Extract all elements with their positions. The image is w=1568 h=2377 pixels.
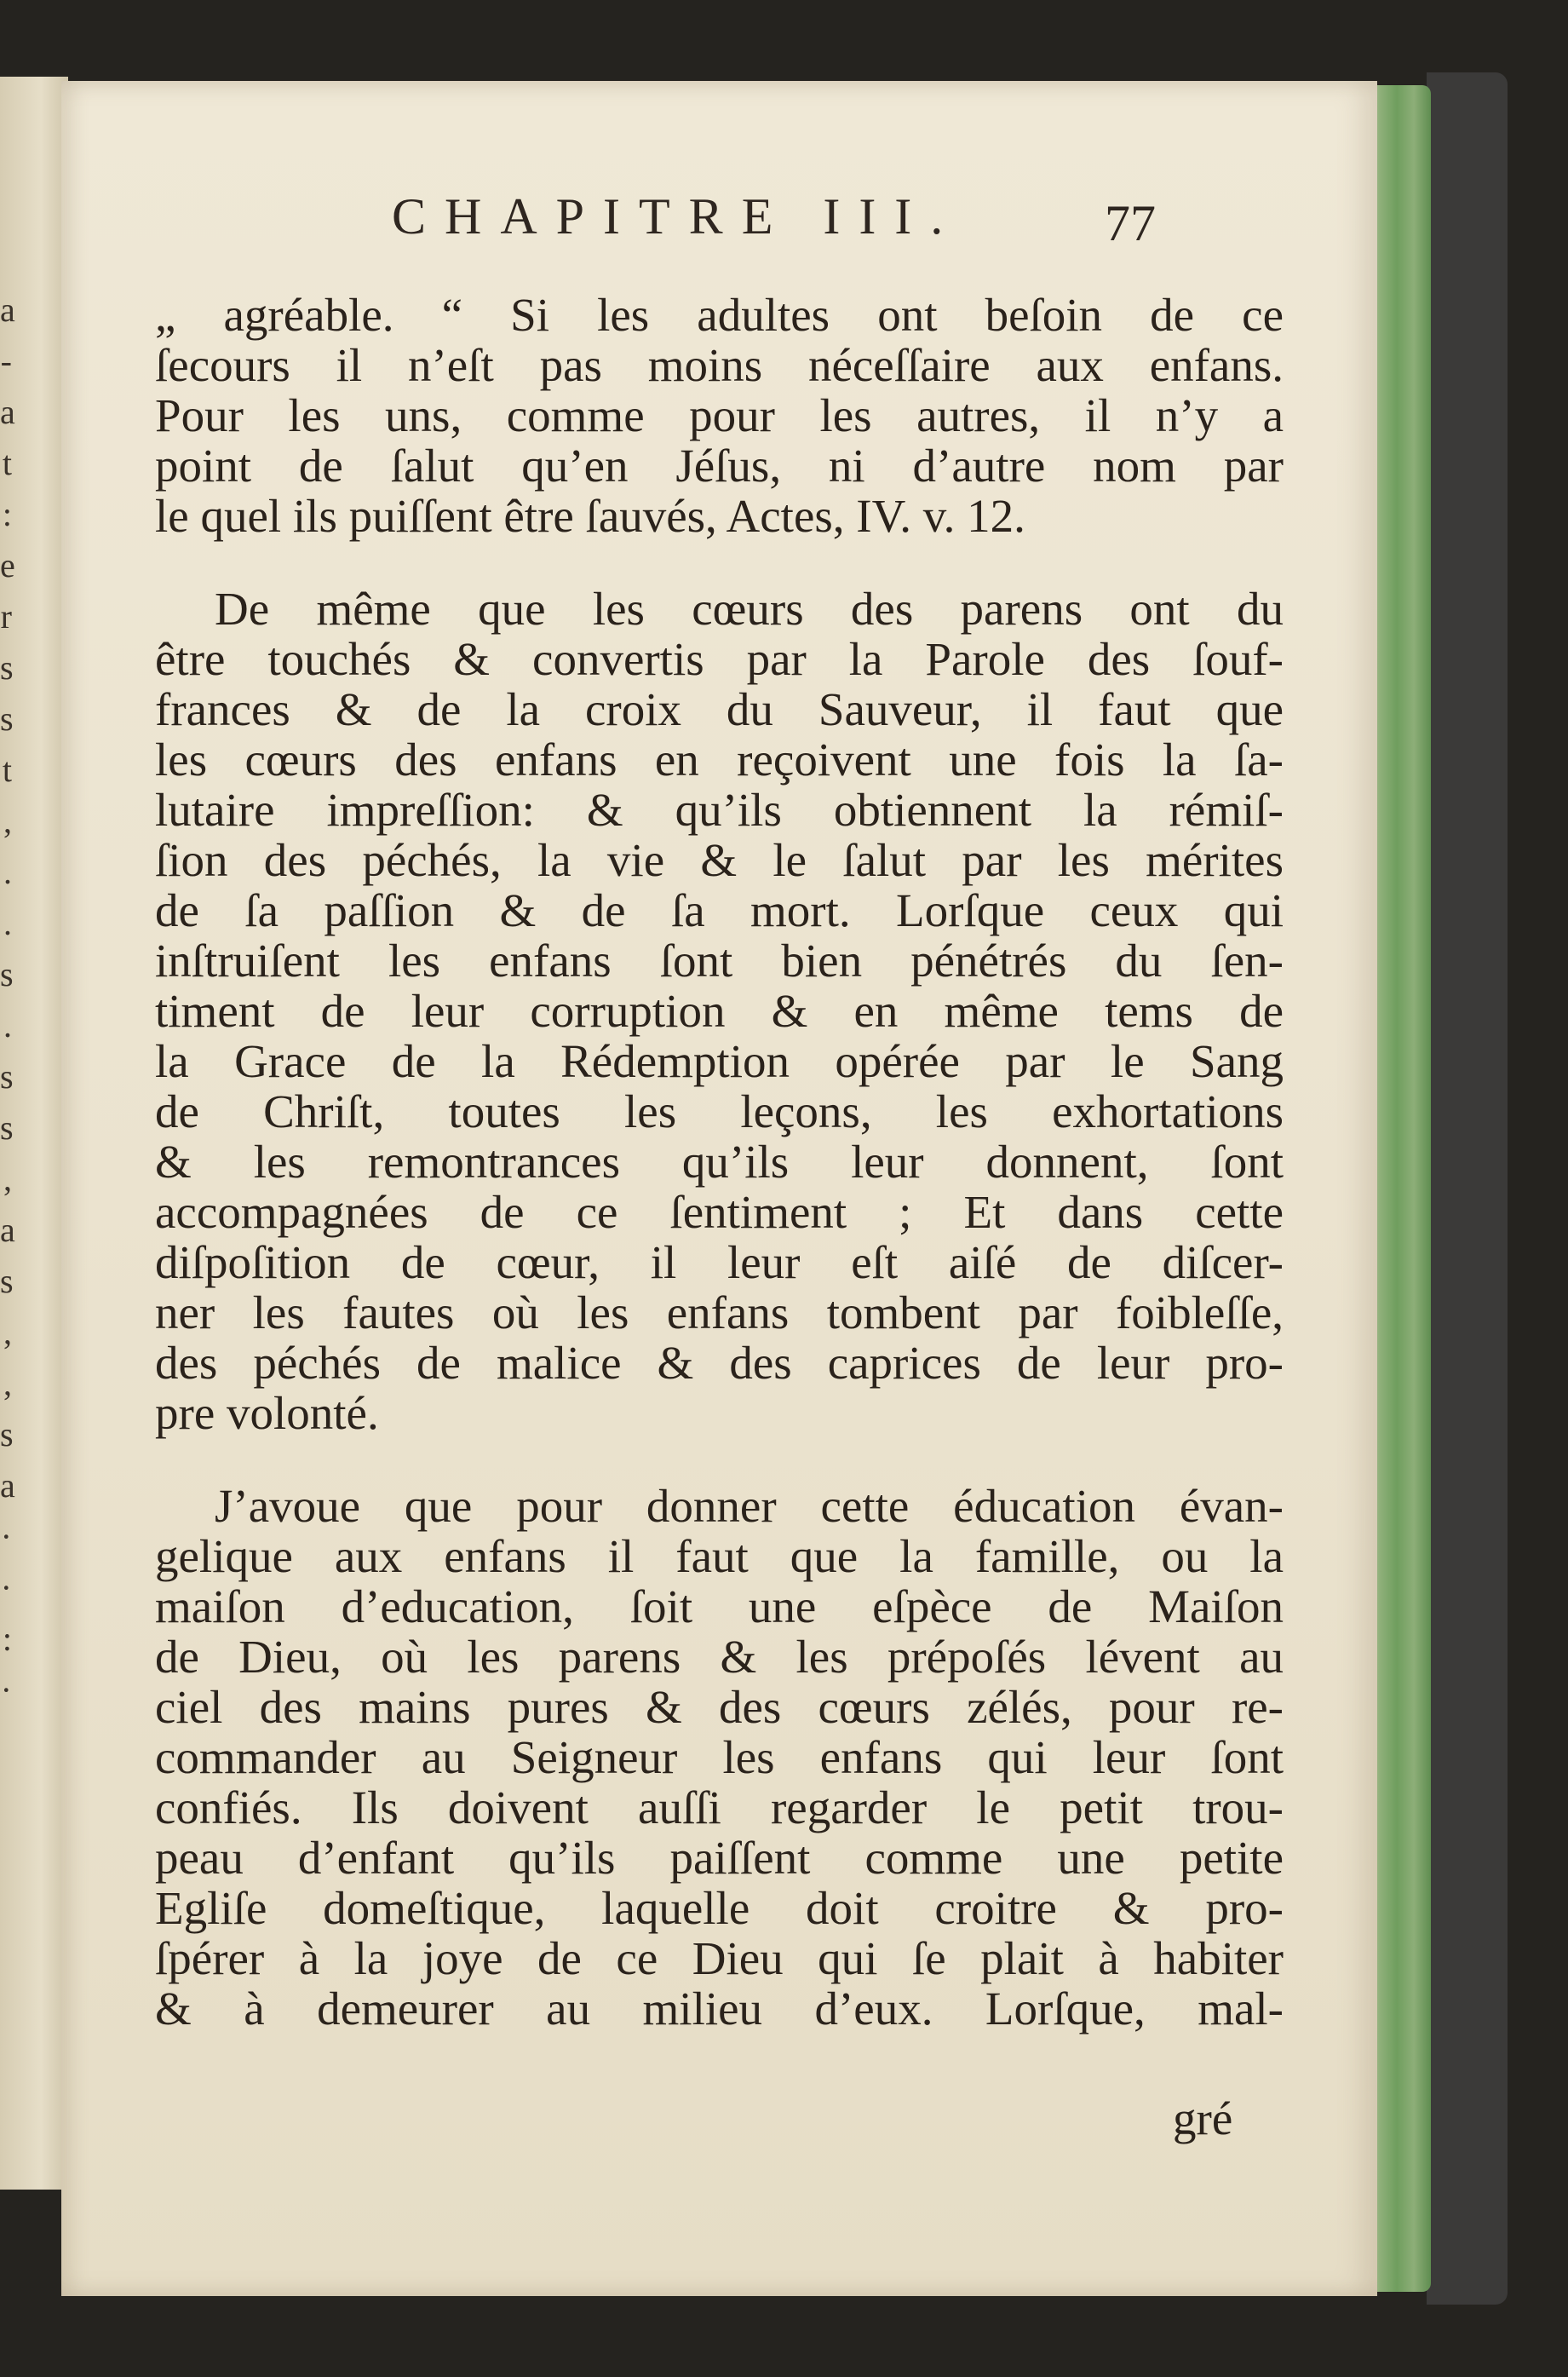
text-line: la Grace de la Rédemption opérée par le Sang	[155, 1035, 1284, 1087]
facing-page-fragment: a	[0, 1466, 15, 1505]
book-page	[61, 81, 1377, 2296]
text-line: Pour les uns, comme pour les autres, il n’y a	[155, 389, 1284, 441]
facing-page-fragment: s	[0, 1057, 14, 1096]
facing-page-fragment: .	[3, 853, 12, 891]
text-line: des péchés de malice & des caprices de leur pro-	[155, 1337, 1284, 1389]
facing-page-fragment: :	[2, 495, 12, 533]
paragraph	[155, 1481, 1284, 2034]
facing-page-fragment: s	[0, 648, 14, 687]
paragraph	[155, 290, 1284, 541]
text-line: timent de leur corruption & en même tems de	[155, 985, 1284, 1037]
paragraph-gap	[155, 1438, 1284, 1481]
facing-page-fragment: ·	[0, 1568, 12, 1607]
facing-page-fragment: a	[0, 1211, 15, 1249]
page-header	[61, 187, 1377, 251]
facing-page-fragment: ,	[3, 1160, 12, 1198]
text-line: peau d’enfant qu’ils paiſſent comme une petite	[155, 1832, 1284, 1884]
facing-page-fragment: s	[0, 699, 14, 738]
facing-page-fragment: .	[3, 1006, 12, 1045]
text-line: pre volonté.	[155, 1387, 379, 1439]
text-line: confiés. Ils doivent auſſi regarder le petit trou-	[155, 1781, 1284, 1833]
text-line: De même que les cœurs des parens ont du	[215, 583, 1284, 635]
text-line: Egliſe domeſtique, laquelle doit croitre & pro-	[155, 1882, 1284, 1934]
facing-page-fragment: r	[0, 597, 12, 636]
text-line: diſpoſition de cœur, il leur eſt aiſé de diſcer-	[155, 1236, 1284, 1288]
text-line: les cœurs des enfans en reçoivent une fois la ſa-	[155, 734, 1284, 786]
facing-page-fragment: s	[0, 1108, 14, 1147]
facing-page-fragment: t	[2, 751, 12, 789]
book-cover-edge	[1427, 72, 1508, 2305]
text-line: ner les fautes où les enfans tombent par foibleſſe,	[155, 1286, 1284, 1338]
text-line: lutaire impreſſion: & qu’ils obtiennent la rémiſ-	[155, 784, 1284, 836]
text-line: ciel des mains pures & des cœurs zélés, pour re-	[155, 1681, 1284, 1733]
text-line: accompagnées de ce ſentiment ; Et dans cette	[155, 1186, 1284, 1238]
text-line: frances & de la croix du Sauveur, il faut que	[155, 683, 1284, 735]
paragraph-gap	[155, 541, 1284, 584]
facing-page-fragment: a	[0, 291, 15, 329]
facing-page-fragment: a	[0, 393, 15, 431]
text-line: „ agréable. “ Si les adultes ont beſoin de ce	[155, 289, 1284, 341]
text-line: commander au Seigneur les enfans qui leur ſont	[155, 1731, 1284, 1783]
text-line: ſion des péchés, la vie & le ſalut par les mérites	[155, 834, 1284, 886]
text-line: point de ſalut qu’en Jéſus, ni d’autre nom par	[155, 440, 1284, 492]
page-number: 77	[1105, 195, 1156, 251]
text-line: ſecours il n’eſt pas moins néceſſaire aux enfans.	[155, 339, 1284, 391]
text-line: de Dieu, où les parens & les prépoſés lévent au	[155, 1631, 1284, 1683]
facing-page-fragment: ,	[3, 802, 12, 840]
running-title: CHAPITRE III.	[392, 188, 962, 245]
text-line: inſtruiſent les enfans ſont bien pénétrés du ſen-	[155, 935, 1284, 987]
facing-page-edge	[0, 77, 68, 2190]
facing-page-fragment: .	[3, 904, 12, 942]
text-line: gelique aux enfans il faut que la famille, ou la	[155, 1530, 1284, 1582]
body-text	[155, 290, 1284, 2034]
text-line: J’avoue que pour donner cette éducation évan-	[215, 1480, 1284, 1532]
facing-page-fragment: s	[0, 1415, 14, 1453]
text-line: & les remontrances qu’ils leur donnent, ſont	[155, 1136, 1284, 1188]
facing-page-fragment: -	[0, 342, 12, 380]
text-line: de ſa paſſion & de ſa mort. Lorſque ceux qui	[155, 884, 1284, 936]
text-line: le quel ils puiſſent être ſauvés, Actes, IV. v. 12.	[155, 490, 1025, 542]
text-line: maiſon d’education, ſoit une eſpèce de Maiſon	[155, 1580, 1284, 1632]
facing-page-fragment: s	[0, 955, 14, 993]
facing-page-fragment: :	[2, 1620, 12, 1658]
facing-page-fragment: t	[2, 444, 12, 482]
facing-page-fragment: ·	[0, 1517, 12, 1556]
facing-page-fragment: ·	[0, 1671, 12, 1709]
text-line: être touchés & convertis par la Parole des ſouf-	[155, 633, 1284, 685]
text-line: & à demeurer au milieu d’eux. Lorſque, mal-	[155, 1983, 1284, 2035]
facing-page-fragment: s	[0, 1262, 14, 1300]
facing-page-fragment: ,	[3, 1364, 12, 1402]
catchword: gré	[1173, 2092, 1233, 2144]
paragraph	[155, 584, 1284, 1438]
text-line: ſpérer à la joye de ce Dieu qui ſe plait à habiter	[155, 1932, 1284, 1984]
text-line: de Chriſt, toutes les leçons, les exhortations	[155, 1085, 1284, 1137]
facing-page-fragment: e	[0, 546, 15, 584]
facing-page-fragment: ,	[3, 1313, 12, 1351]
